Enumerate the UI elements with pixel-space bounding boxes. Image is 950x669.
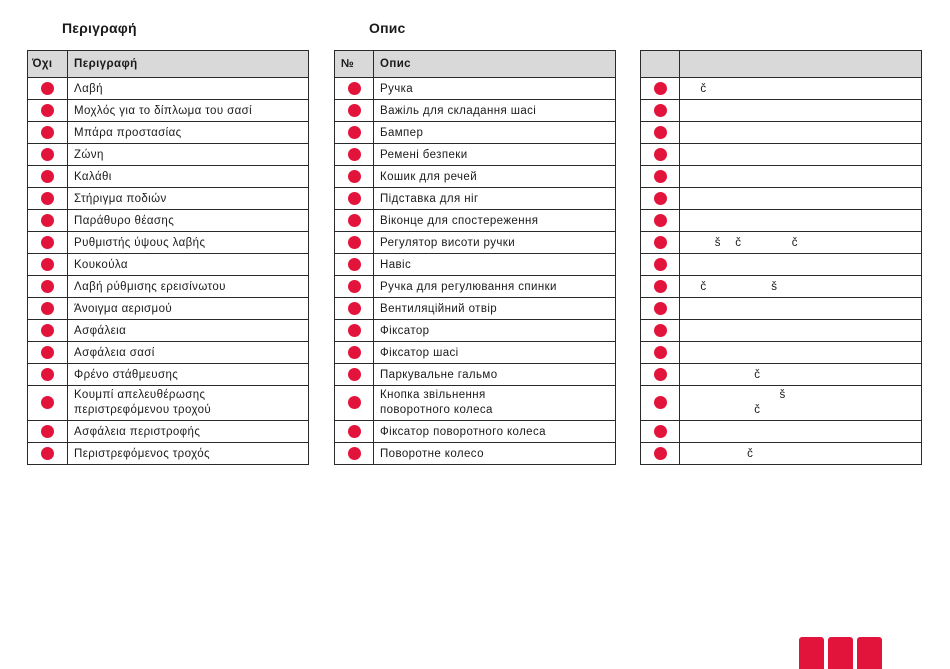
callout-cell [28,364,68,386]
callout-cell [641,100,680,122]
table-header-row [335,51,616,78]
callout-dot-icon [41,148,54,161]
part-description: č [680,78,922,100]
callout-dot-icon [348,236,361,249]
callout-cell [335,298,374,320]
callout-dot-icon [348,280,361,293]
table-row [335,342,616,364]
part-description: Поворотне колесо [374,443,616,465]
table-row [641,421,922,443]
callout-cell [335,386,374,421]
callout-dot-icon [348,170,361,183]
callout-cell [641,364,680,386]
part-description: Μοχλός για το δίπλωμα του σασί [68,100,309,122]
callout-cell [335,210,374,232]
callout-cell [335,144,374,166]
part-description: č [680,443,922,465]
table-row [28,210,309,232]
part-description: Κουκούλα [68,254,309,276]
table-row [28,298,309,320]
table-row [335,254,616,276]
table-row [28,276,309,298]
callout-dot-icon [348,302,361,315]
callout-cell [335,122,374,144]
table-row [28,78,309,100]
callout-dot-icon [348,425,361,438]
callout-dot-icon [654,258,667,271]
number-column-header: № [335,51,374,78]
table-row [641,320,922,342]
table-row [335,421,616,443]
callout-dot-icon [348,346,361,359]
part-description: Περιστρεφόμενος τροχός [68,443,309,465]
part-description: Μπάρα προστασίας [68,122,309,144]
callout-dot-icon [348,258,361,271]
table-row [28,421,309,443]
callout-dot-icon [348,148,361,161]
table-row [335,386,616,421]
part-description: Ασφάλεια περιστροφής [68,421,309,443]
table-row [641,443,922,465]
callout-cell [641,342,680,364]
part-description: č š [680,276,922,298]
table-row [28,188,309,210]
table-row [28,320,309,342]
part-description: Κουμπί απελευθέρωσης περιστρεφόμενου τροχού [68,386,309,421]
table-row [28,232,309,254]
table-row [28,386,309,421]
callout-dot-icon [41,280,54,293]
table-row [641,232,922,254]
callout-dot-icon [654,104,667,117]
table-row [641,122,922,144]
part-description: Бампер [374,122,616,144]
callout-cell [335,166,374,188]
part-description: Ζώνη [68,144,309,166]
table-header-row [641,51,922,78]
table-row [28,254,309,276]
callout-cell [335,443,374,465]
callout-dot-icon [41,236,54,249]
callout-dot-icon [654,324,667,337]
callout-cell [28,254,68,276]
table-row [641,342,922,364]
table-row [335,232,616,254]
callout-cell [641,421,680,443]
part-description [680,144,922,166]
callout-dot-icon [41,126,54,139]
part-description: š č [680,386,922,421]
callout-cell [28,210,68,232]
part-description: Καλάθι [68,166,309,188]
table-row [641,188,922,210]
callout-cell [335,254,374,276]
callout-cell [28,188,68,210]
part-description: Важіль для складання шасі [374,100,616,122]
callout-cell [335,100,374,122]
part-description: Φρένο στάθμευσης [68,364,309,386]
callout-cell [28,232,68,254]
part-description [680,210,922,232]
table-row [641,364,922,386]
callout-cell [28,78,68,100]
part-description [680,188,922,210]
table-row [335,166,616,188]
callout-dot-icon [41,425,54,438]
part-description [680,100,922,122]
table-row [28,122,309,144]
greek-title: Περιγραφή [62,20,137,36]
callout-cell [28,144,68,166]
greek-parts-table [27,50,309,465]
callout-cell [641,232,680,254]
part-description: Фіксатор поворотного колеса [374,421,616,443]
callout-dot-icon [654,368,667,381]
callout-cell [28,166,68,188]
part-description [680,421,922,443]
table-row [335,298,616,320]
callout-dot-icon [348,396,361,409]
callout-cell [641,78,680,100]
callout-dot-icon [654,148,667,161]
callout-dot-icon [654,192,667,205]
number-column-header: Όχι [28,51,68,78]
callout-dot-icon [654,214,667,227]
callout-dot-icon [348,324,361,337]
callout-dot-icon [41,104,54,117]
part-description: Кошик для речей [374,166,616,188]
part-description: Ασφάλεια [68,320,309,342]
callout-dot-icon [41,192,54,205]
callout-cell [28,276,68,298]
description-column-header: Опис [374,51,616,78]
part-description [680,122,922,144]
table-row [641,254,922,276]
callout-cell [641,276,680,298]
part-description: Фіксатор [374,320,616,342]
callout-cell [28,342,68,364]
part-description: Άνοιγμα αερισμού [68,298,309,320]
number-column-header [641,51,680,78]
table-row [335,276,616,298]
callout-dot-icon [348,192,361,205]
table-row [28,144,309,166]
callout-cell [28,122,68,144]
callout-cell [641,254,680,276]
callout-cell [641,122,680,144]
table-row [641,386,922,421]
part-description: Στήριγμα ποδιών [68,188,309,210]
callout-cell [335,320,374,342]
description-column-header [680,51,922,78]
part-description [680,254,922,276]
table-row [335,78,616,100]
callout-cell [335,232,374,254]
part-description: Вентиляційний отвір [374,298,616,320]
table-row [335,364,616,386]
callout-dot-icon [654,447,667,460]
table-row [335,320,616,342]
part-description: č [680,364,922,386]
ukrainian-title: Опис [369,20,406,36]
callout-cell [28,100,68,122]
part-description: š č č [680,232,922,254]
callout-dot-icon [654,346,667,359]
table-row [28,100,309,122]
callout-dot-icon [348,126,361,139]
table-header-row [28,51,309,78]
logo-bar [799,637,824,669]
callout-cell [28,421,68,443]
table-row [641,100,922,122]
part-description: Фіксатор шасі [374,342,616,364]
callout-cell [641,210,680,232]
table-row [641,78,922,100]
table-row [28,166,309,188]
callout-cell [641,443,680,465]
callout-cell [28,320,68,342]
callout-dot-icon [654,236,667,249]
callout-dot-icon [41,82,54,95]
part-description: Паркувальне гальмо [374,364,616,386]
logo-bar [857,637,882,669]
callout-dot-icon [348,104,361,117]
table-row [335,144,616,166]
callout-dot-icon [654,280,667,293]
callout-cell [28,386,68,421]
part-description [680,342,922,364]
ukrainian-parts-table [334,50,616,465]
callout-dot-icon [654,396,667,409]
callout-cell [641,166,680,188]
callout-cell [335,364,374,386]
table-row [641,210,922,232]
callout-cell [335,188,374,210]
callout-dot-icon [41,396,54,409]
callout-cell [641,320,680,342]
callout-dot-icon [654,170,667,183]
callout-cell [641,298,680,320]
part-description: Підставка для ніг [374,188,616,210]
brand-logo [799,637,883,669]
part-description: Λαβή [68,78,309,100]
callout-dot-icon [348,368,361,381]
part-description: Λαβή ρύθμισης ερεισίνωτου [68,276,309,298]
table-row [641,298,922,320]
table-row [28,364,309,386]
part-description: Віконце для спостереження [374,210,616,232]
part-description [680,298,922,320]
callout-dot-icon [348,214,361,227]
callout-cell [641,144,680,166]
logo-bar [828,637,853,669]
callout-cell [335,342,374,364]
callout-dot-icon [654,302,667,315]
part-description: Ручка для регулювання спинки [374,276,616,298]
callout-dot-icon [41,258,54,271]
table-row [335,210,616,232]
part-description: Ασφάλεια σασί [68,342,309,364]
description-column-header: Περιγραφή [68,51,309,78]
callout-dot-icon [41,324,54,337]
table-row [335,443,616,465]
callout-dot-icon [41,302,54,315]
part-description [680,166,922,188]
callout-cell [335,421,374,443]
callout-dot-icon [41,346,54,359]
part-description: Ручка [374,78,616,100]
part-description: Навіс [374,254,616,276]
callout-cell [641,188,680,210]
callout-dot-icon [654,126,667,139]
callout-cell [28,443,68,465]
part-description: Παράθυρο θέασης [68,210,309,232]
callout-dot-icon [348,447,361,460]
table-row [641,144,922,166]
callout-cell [335,276,374,298]
callout-dot-icon [41,170,54,183]
table-row [335,100,616,122]
callout-dot-icon [41,368,54,381]
part-description: Кнопка звільнення поворотного колеса [374,386,616,421]
callout-cell [28,298,68,320]
table-row [641,276,922,298]
callout-dot-icon [41,447,54,460]
callout-cell [335,78,374,100]
part-description: Ремені безпеки [374,144,616,166]
table-row [28,342,309,364]
part-description: Ρυθμιστής ύψους λαβής [68,232,309,254]
callout-dot-icon [348,82,361,95]
table-row [28,443,309,465]
table-row [641,166,922,188]
part-description: Регулятор висоти ручки [374,232,616,254]
table-row [335,188,616,210]
table-row [335,122,616,144]
callout-dot-icon [654,82,667,95]
part-description [680,320,922,342]
callout-dot-icon [654,425,667,438]
third-parts-table [640,50,922,465]
callout-cell [641,386,680,421]
callout-dot-icon [41,214,54,227]
